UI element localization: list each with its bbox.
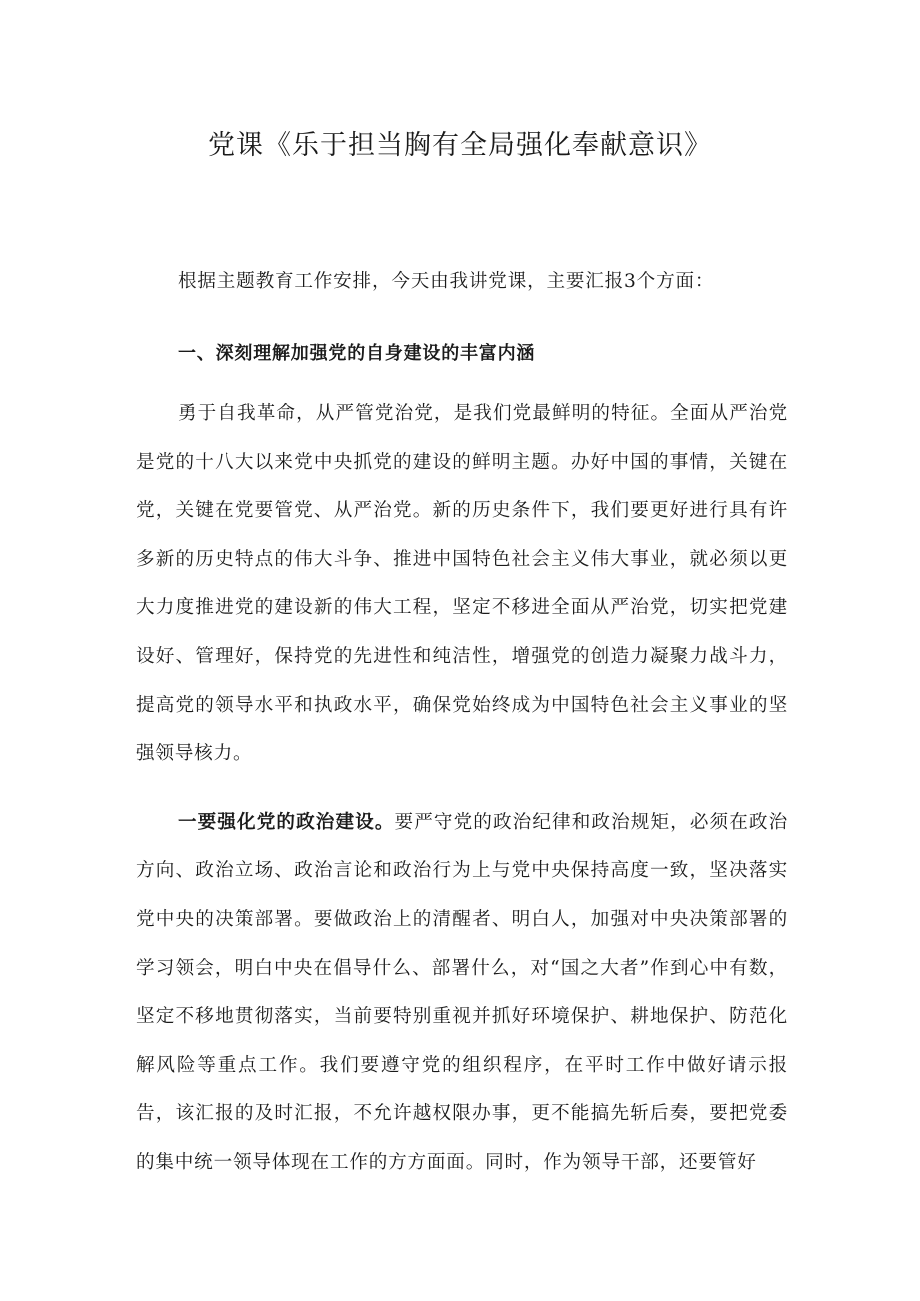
intro-paragraph: 根据主题教育工作安排，今天由我讲党课，主要汇报3个方面：: [178, 271, 715, 292]
document-body: [136, 262, 788, 1188]
document-title: 党课《乐于担当胸有全局强化奉献意识》: [208, 130, 712, 161]
paragraph-body-text: 要严守党的政治纪律和政治规矩，必须在政治方向、政治立场、政治言论和政治行为上与党中央保持高度一致，坚决落实党中央的决策部署。要做政治上的清醒者、明白人，加强对中央决策部署的学习领会，明白中央在倡导什么、部署什么，对“国之大者”作到心中有数，坚定不移地贯彻落实，当前要特别重视并抓好环境保护、耕地保护、防范化解风险等重点工作。我们要遵守党的组织程序，在平时工作中做好请示报告，该汇报的及时汇报，不允许越权限办事，更不能搞先斩后奏，要把党委的集中统一领导体现在工作的方方面面。同时，作为领导干部，还要管好: [136, 811, 788, 1173]
paragraph-lead-heading: 一要强化党的政治建设。: [178, 811, 395, 833]
body-paragraph: 勇于自我革命，从严管党治党，是我们党最鲜明的特征。全面从严治党是党的十八大以来党中央抓党的建设的鲜明主题。办好中国的事情，关键在党，关键在党要管党、从严治党。新的历史条件下，我们要更好进行具有许多新的历史特点的伟大斗争、推进中国特色社会主义伟大事业，就必须以更大力度推进党的建设新的伟大工程，坚定不移进全面从严治党，切实把党建设好、管理好，保持党的先进性和纯洁性，增强党的创造力凝聚力战斗力，提高党的领导水平和执政水平，确保党始终成为中国特色社会主义事业的坚强领导核力。: [136, 403, 788, 765]
section-heading: 一、深刻理解加强党的自身建设的丰富内涵: [178, 343, 536, 364]
body-paragraph: [136, 799, 788, 1188]
